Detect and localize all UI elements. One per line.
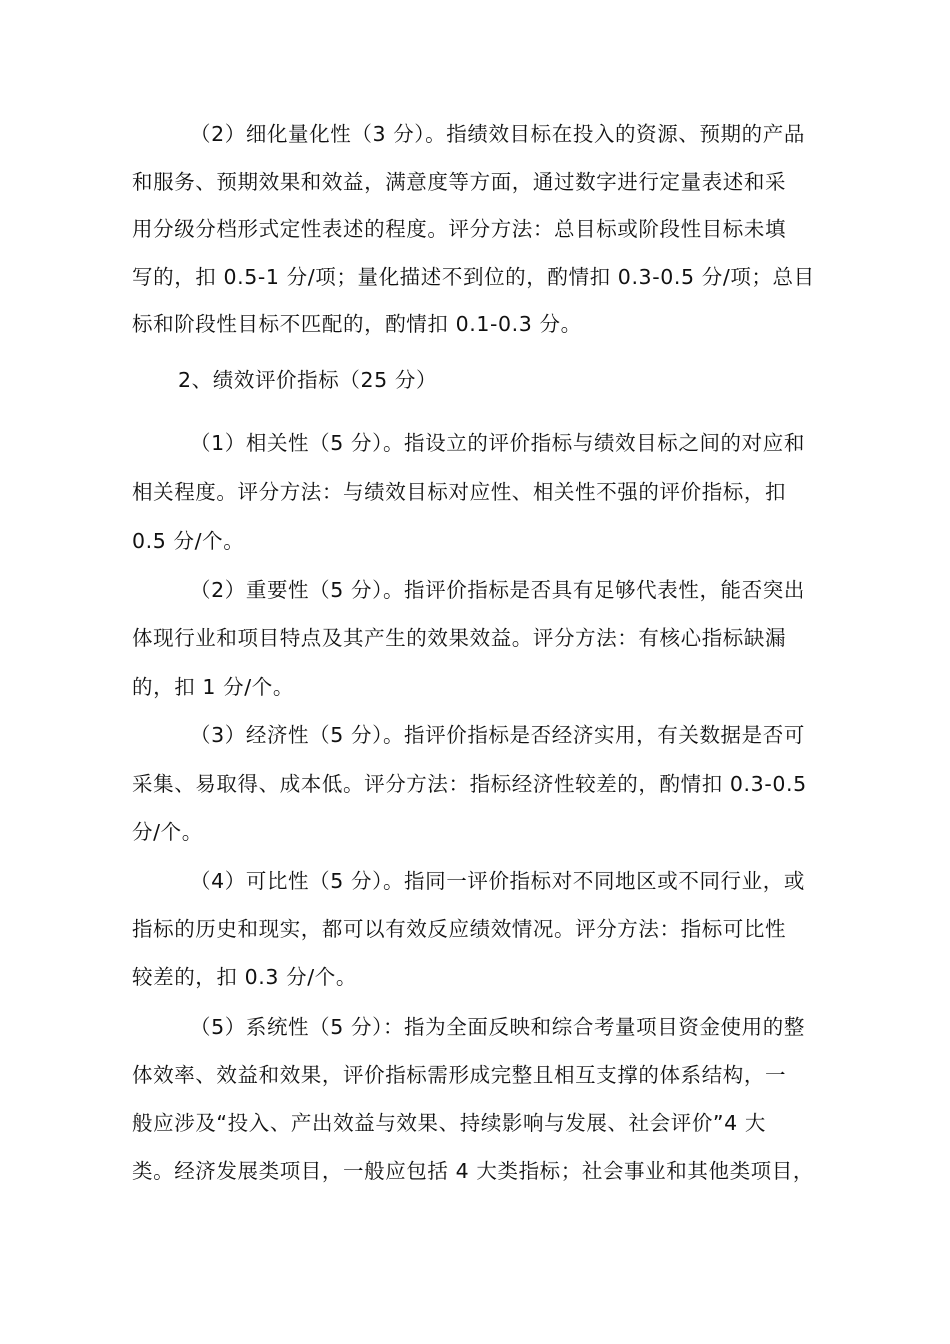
- paragraph-line: 标和阶段性目标不匹配的，酌情扣 0.1-0.3 分。: [132, 312, 582, 336]
- paragraph-line: （5）系统性（5 分）：指为全面反映和综合考量项目资金使用的整: [190, 1015, 805, 1039]
- paragraph-line: 体现行业和项目特点及其产生的效果效益。评分方法：有核心指标缺漏: [132, 626, 787, 650]
- paragraph-line: 般应涉及“投入、产出效益与效果、持续影响与发展、社会评价”4 大: [132, 1111, 766, 1135]
- paragraph-line: （2）重要性（5 分）。指评价指标是否具有足够代表性，能否突出: [190, 578, 805, 602]
- paragraph-line: （2）细化量化性（3 分）。指绩效目标在投入的资源、预期的产品: [190, 122, 805, 146]
- paragraph-line: 和服务、预期效果和效益，满意度等方面，通过数字进行定量表述和采: [132, 170, 787, 194]
- paragraph-line: 指标的历史和现实，都可以有效反应绩效情况。评分方法：指标可比性: [132, 917, 787, 941]
- paragraph-line: 0.5 分/个。: [132, 529, 245, 553]
- paragraph-line: 分/个。: [132, 820, 203, 844]
- paragraph-line: （4）可比性（5 分）。指同一评价指标对不同地区或不同行业，或: [190, 869, 805, 893]
- paragraph-line: 类。经济发展类项目，一般应包括 4 大类指标；社会事业和其他类项目，: [132, 1159, 814, 1183]
- paragraph-line: 的，扣 1 分/个。: [132, 675, 294, 699]
- paragraph-line: 用分级分档形式定性表述的程度。评分方法：总目标或阶段性目标未填: [132, 217, 787, 241]
- paragraph-line: 较差的，扣 0.3 分/个。: [132, 965, 357, 989]
- paragraph-line: 体效率、效益和效果，评价指标需形成完整且相互支撑的体系结构，一: [132, 1063, 787, 1087]
- paragraph-line: （3）经济性（5 分）。指评价指标是否经济实用，有关数据是否可: [190, 723, 805, 747]
- paragraph-line: （1）相关性（5 分）。指设立的评价指标与绩效目标之间的对应和: [190, 431, 805, 455]
- paragraph-line: 相关程度。评分方法：与绩效目标对应性、相关性不强的评价指标，扣: [132, 480, 787, 504]
- paragraph-line: 采集、易取得、成本低。评分方法：指标经济性较差的，酌情扣 0.3-0.5: [132, 772, 807, 796]
- section-heading: 2、绩效评价指标（25 分）: [178, 368, 438, 392]
- paragraph-line: 写的，扣 0.5-1 分/项；量化描述不到位的，酌情扣 0.3-0.5 分/项；总目: [132, 265, 815, 289]
